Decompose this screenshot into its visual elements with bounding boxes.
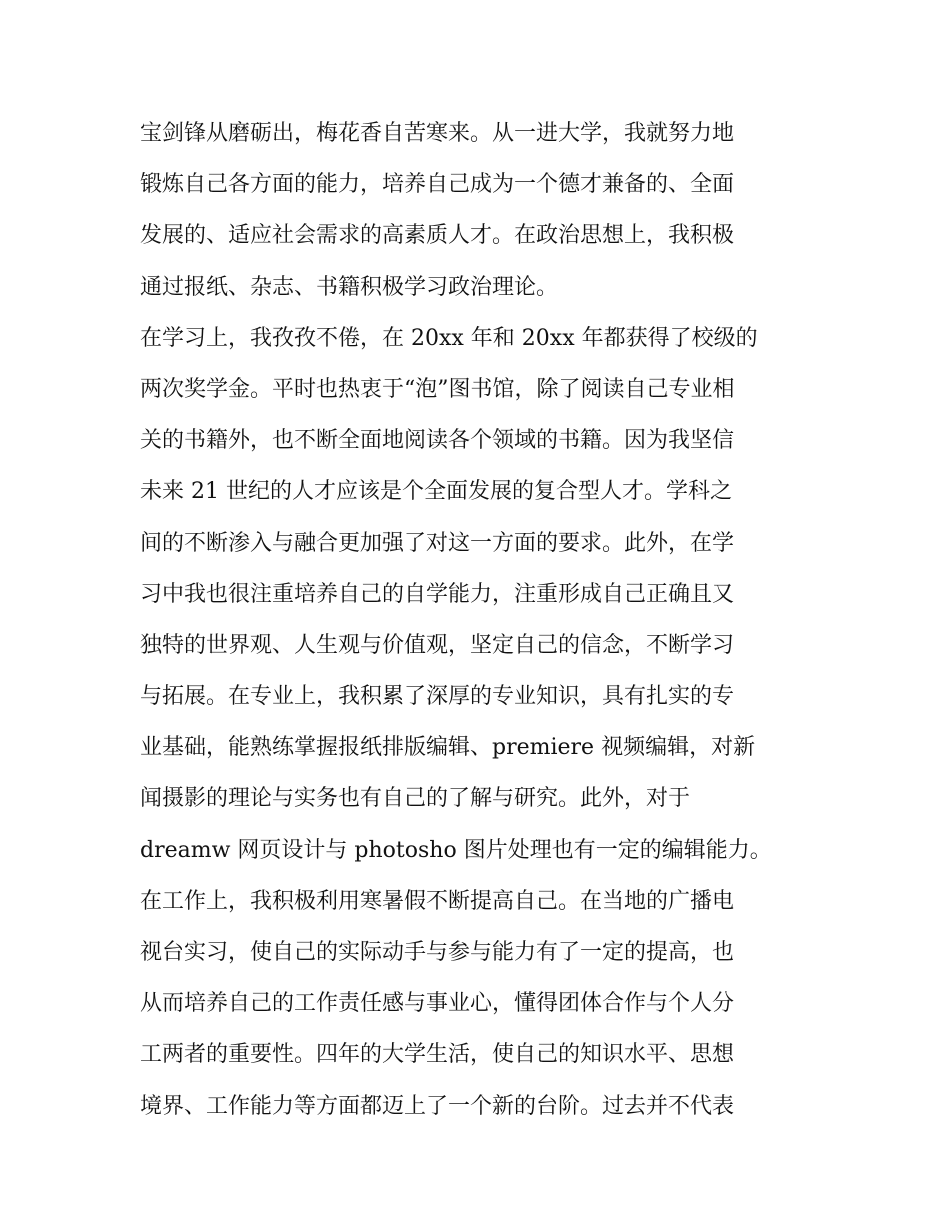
text-line: 独特的世界观、人生观与价值观，坚定自己的信念，不断学习 (140, 632, 735, 658)
text-line: 视台实习，使自己的实际动手与参与能力有了一定的提高，也 (140, 940, 735, 965)
text-line: dreamw 网页设计与 photosho 图片处理也有一定的编辑能力。 (140, 837, 772, 863)
text-line: 通过报纸、杂志、书籍积极学习政治理论。 (140, 274, 559, 300)
text-line: 宝剑锋从磨砺出，梅花香自苦寒来。从一进大学，我就努力地 (140, 121, 735, 146)
text-line: 间的不断渗入与融合更加强了对这一方面的要求。此外，在学 (140, 530, 735, 556)
text-line: 在学习上，我孜孜不倦，在 20xx 年和 20xx 年都获得了校级的 (140, 325, 758, 351)
text-line: 锻炼自己各方面的能力，培养自己成为一个德才兼备的、全面 (140, 172, 735, 198)
text-line: 与拓展。在专业上，我积累了深厚的专业知识，具有扎实的专 (140, 684, 735, 710)
text-line: 关的书籍外，也不断全面地阅读各个领域的书籍。因为我坚信 (140, 428, 735, 454)
text-line: 工两者的重要性。四年的大学生活，使自己的知识水平、思想 (140, 1042, 735, 1068)
text-line: 两次奖学金。平时也热衷于“泡”图书馆，除了阅读自己专业相 (140, 376, 735, 402)
text-line: 业基础，能熟练掌握报纸排版编辑、premiere 视频编辑，对新 (140, 735, 756, 761)
text-line: 境界、工作能力等方面都迈上了一个新的台阶。过去并不代表 (140, 1093, 735, 1119)
text-line: 闻摄影的理论与实务也有自己的了解与研究。此外，对于 (140, 786, 691, 812)
text-line: 发展的、适应社会需求的高素质人才。在政治思想上，我积极 (140, 223, 735, 249)
document-body (140, 108, 830, 1132)
text-line: 在工作上，我积极利用寒暑假不断提高自己。在当地的广播电 (140, 888, 735, 914)
text-line: 习中我也很注重培养自己的自学能力，注重形成自己正确且又 (140, 581, 735, 607)
text-line: 从而培养自己的工作责任感与事业心，懂得团体合作与个人分 (140, 991, 735, 1017)
text-line: 未来 21 世纪的人才应该是个全面发展的复合型人才。学科之 (140, 479, 732, 505)
